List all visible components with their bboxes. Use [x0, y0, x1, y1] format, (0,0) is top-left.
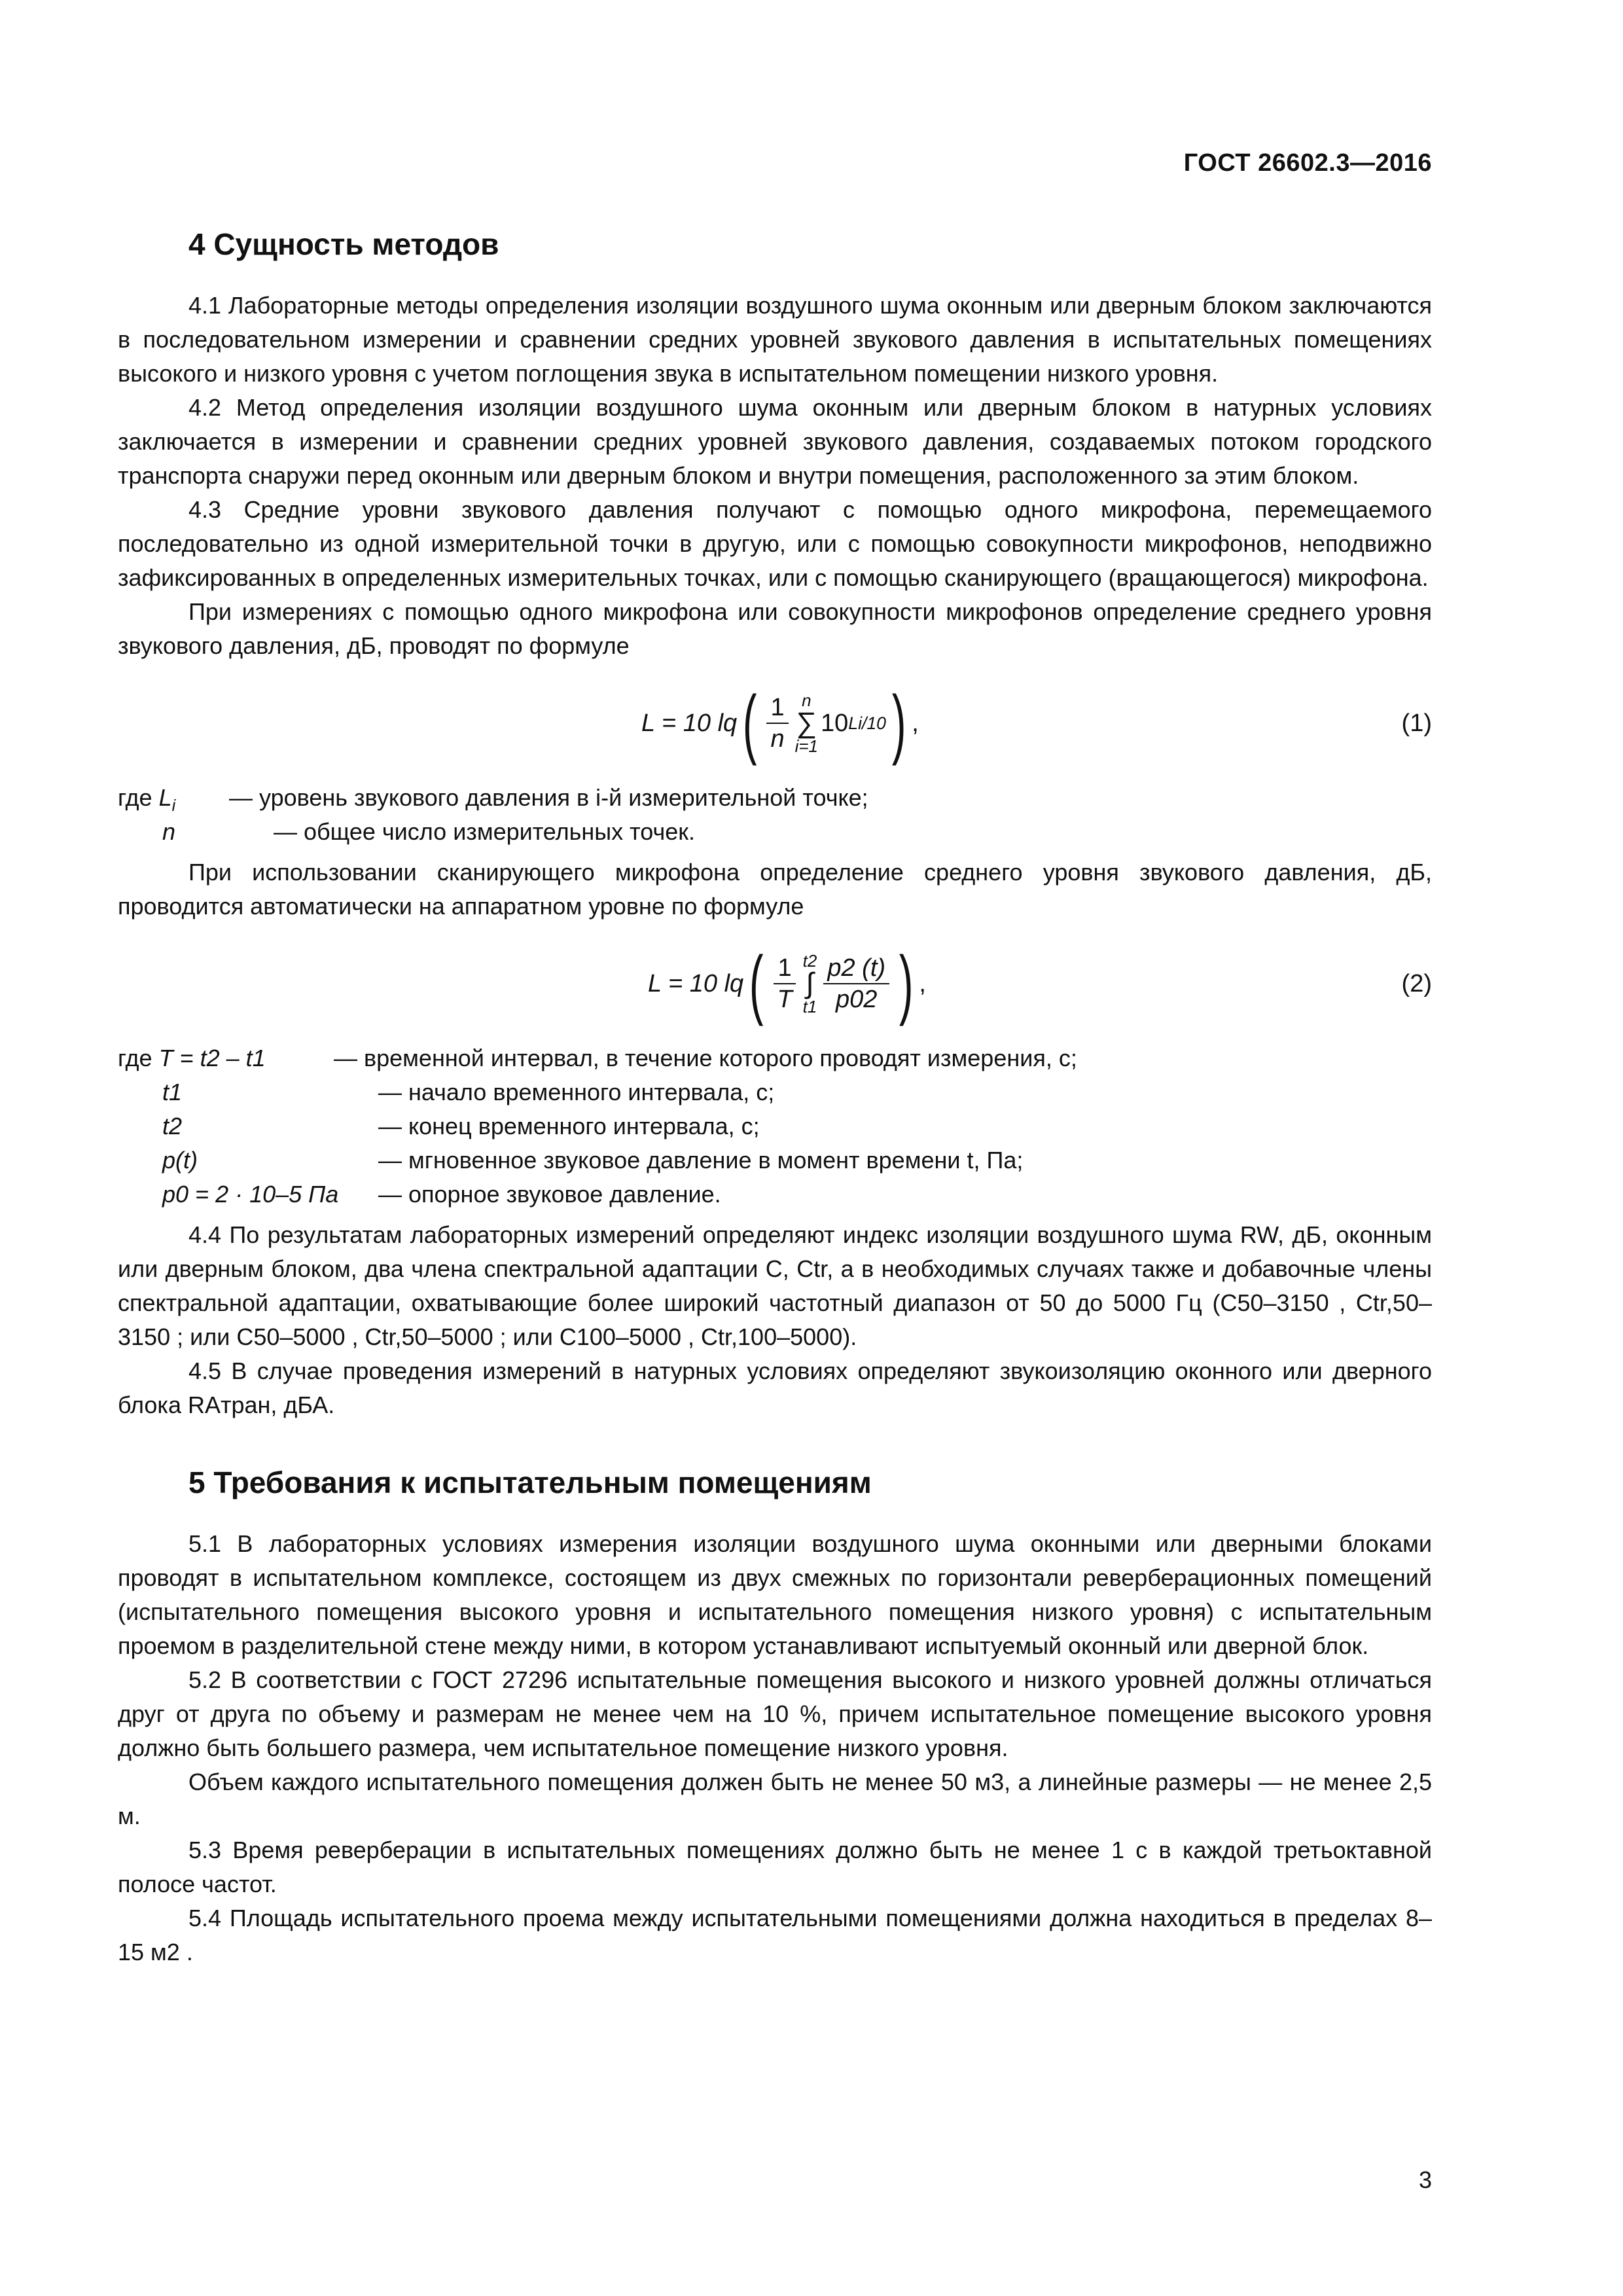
- paragraph-formula-2-intro: При использовании сканирующего микрофона определение среднего уровня звукового давления, дБ, проводится автоматически на аппаратном уровне по формуле: [118, 859, 1432, 920]
- legend-desc: — временной интервал, в течение которого проводят измерения, с;: [334, 1045, 1077, 1071]
- document-code: ГОСТ 26602.3—2016: [1183, 149, 1432, 177]
- paragraph-5-2-volume: Объем каждого испытательного помещения должен быть не менее 50 м3, а линейные размеры — не менее 2,5 м.: [118, 1768, 1432, 1829]
- formula-1: [641, 672, 919, 774]
- legend-var: t2: [162, 1113, 183, 1139]
- formula-1-number: (1): [1401, 709, 1432, 737]
- formula-1-row: [118, 672, 1432, 774]
- formula-1-lhs: L = 10 lq: [641, 709, 738, 737]
- section-5-title: 5 Требования к испытательным помещениям: [188, 1465, 872, 1499]
- formula-1-denominator: n: [770, 725, 785, 753]
- formula-1-numerator: 1: [766, 692, 788, 724]
- integral-operator: [803, 952, 817, 1015]
- paragraph-4-4: 4.4 По результатам лабораторных измерений определяют индекс изоляции воздушного шума RW, дБ, оконным или дверным блоком, два члена спектральной адаптации C, Ctr, а в необходимых случаях также и добавочные члены спектральной адаптации, охватывающие более широкий частотный диапазон от 50 до 5000 Гц (C50–3150 , Ctr,50–3150 ; или C50–5000 , Ctr,50–5000 ; или C100–5000 , Ctr,100–5000).: [118, 1221, 1432, 1350]
- sum-upper-limit: n: [802, 691, 812, 710]
- legend-desc: — уровень звукового давления в i-й измерительной точке;: [229, 784, 868, 811]
- page-content: [118, 226, 1432, 1969]
- section-4-title: 4 Сущность методов: [188, 227, 499, 261]
- paragraph-5-4: 5.4 Площадь испытательного проема между испытательными помещениями должна находиться в пределах 8–15 м2 .: [118, 1905, 1432, 1965]
- legend-row: [118, 1041, 1432, 1075]
- formula-2-inner-numerator: p2 (t): [823, 953, 889, 984]
- paragraph-5-1: 5.1 В лабораторных условиях измерения изоляции воздушного шума оконными или дверными блоками проводят в испытательном комплексе, состоящем из двух смежных по горизонтали реверберационных помещений (испытательного помещения высокого уровня и испытательного помещения низкого уровня) с испытательным проемом в разделительной стене между ними, в котором устанавливают испытуемый оконный или дверной блок.: [118, 1530, 1432, 1659]
- formula-2-inner-fraction: [823, 953, 889, 1014]
- formula-1-legend: [118, 781, 1432, 849]
- legend-var: n: [162, 818, 176, 845]
- formula-1-term-exponent: Li/10: [848, 713, 886, 733]
- legend-row: [118, 1075, 1432, 1109]
- legend-row: [118, 1177, 1432, 1211]
- formula-2-fraction: [773, 953, 796, 1014]
- legend-row: [118, 1143, 1432, 1177]
- sum-lower-limit: i=1: [794, 736, 819, 756]
- legend-desc: — конец временного интервала, с;: [378, 1113, 760, 1139]
- sum-operator: [795, 692, 818, 755]
- legend-desc: — опорное звуковое давление.: [378, 1181, 721, 1208]
- legend-desc: — мгновенное звуковое давление в момент времени t, Па;: [378, 1147, 1024, 1174]
- legend-row: [118, 781, 1432, 815]
- paren-open-icon: (: [749, 941, 764, 1027]
- legend-row: [118, 815, 1432, 849]
- paren-open-icon: (: [742, 680, 757, 766]
- paragraph-4-5: 4.5 В случае проведения измерений в натурных условиях определяют звукоизоляцию оконного или дверного блока RAтран, дБА.: [118, 1357, 1432, 1418]
- paragraph-5-3: 5.3 Время реверберации в испытательных помещениях должно быть не менее 1 с в каждой третьоктавной полосе частот.: [118, 1837, 1432, 1897]
- legend-var: p0 = 2 · 10–5 Па: [162, 1181, 339, 1208]
- formula-2-tail: ,: [919, 970, 926, 997]
- formula-2: [648, 933, 926, 1035]
- legend-lead: где: [118, 1045, 152, 1071]
- integral-lower-limit: t1: [802, 997, 817, 1016]
- formula-2-row: [118, 933, 1432, 1035]
- legend-lead: где: [118, 784, 152, 811]
- formula-2-lhs: L = 10 lq: [648, 970, 744, 997]
- legend-var: t1: [162, 1079, 183, 1105]
- integral-upper-limit: t2: [802, 951, 817, 971]
- formula-2-number: (2): [1401, 970, 1432, 997]
- paragraph-5-2: 5.2 В соответствии с ГОСТ 27296 испытательные помещения высокого и низкого уровней должны отличаться друг от друга по объему и размерам не менее чем на 10 %, причем испытательное помещение высокого уровня должно быть большего размера, чем испытательное помещение низкого уровня.: [118, 1666, 1432, 1761]
- legend-var: T = t2 – t1: [158, 1045, 266, 1071]
- formula-2-numerator: 1: [774, 953, 795, 984]
- legend-var: p(t): [162, 1147, 198, 1174]
- formula-1-term-base: 10: [821, 709, 849, 737]
- page-number: 3: [1418, 2166, 1432, 2193]
- paragraph-4-3: 4.3 Средние уровни звукового давления получают с помощью одного микрофона, перемещаемого последовательно из одной измерительной точки в другую, или с помощью совокупности микрофонов, неподвижно зафиксированных в определенных измерительных точках, или с помощью сканирующего (вращающегося) микрофона.: [118, 496, 1432, 591]
- formula-1-fraction: [766, 692, 788, 754]
- paren-close-icon: ): [891, 680, 906, 766]
- legend-var-sub: i: [171, 797, 176, 816]
- legend-var: L: [158, 784, 172, 811]
- sigma-icon: ∑: [796, 707, 817, 739]
- legend-row: [118, 1109, 1432, 1143]
- formula-1-tail: ,: [912, 709, 919, 737]
- legend-desc: — общее число измерительных точек.: [274, 818, 695, 845]
- formula-2-legend: [118, 1041, 1432, 1211]
- paragraph-4-2: 4.2 Метод определения изоляции воздушного шума оконным или дверным блоком в натурных условиях заключается в измерении и сравнении средних уровней звукового давления, создаваемых потоком городского транспорта снаружи перед оконным или дверным блоком и внутри помещения, расположенного за этим блоком.: [118, 394, 1432, 489]
- paragraph-formula-1-intro: При измерениях с помощью одного микрофона или совокупности микрофонов определение среднего уровня звукового давления, дБ, проводят по формуле: [118, 598, 1432, 659]
- legend-desc: — начало временного интервала, с;: [378, 1079, 775, 1105]
- integral-icon: ∫: [806, 967, 814, 999]
- paragraph-4-1: 4.1 Лабораторные методы определения изоляции воздушного шума оконным или дверным блоком заключаются в последовательном измерении и сравнении средних уровней звукового давления в испытательных помещениях высокого и низкого уровня с учетом поглощения звука в испытательном помещении низкого уровня.: [118, 292, 1432, 387]
- formula-2-denominator: T: [777, 986, 793, 1013]
- paren-close-icon: ): [899, 941, 914, 1027]
- formula-2-inner-denominator: p02: [836, 986, 878, 1013]
